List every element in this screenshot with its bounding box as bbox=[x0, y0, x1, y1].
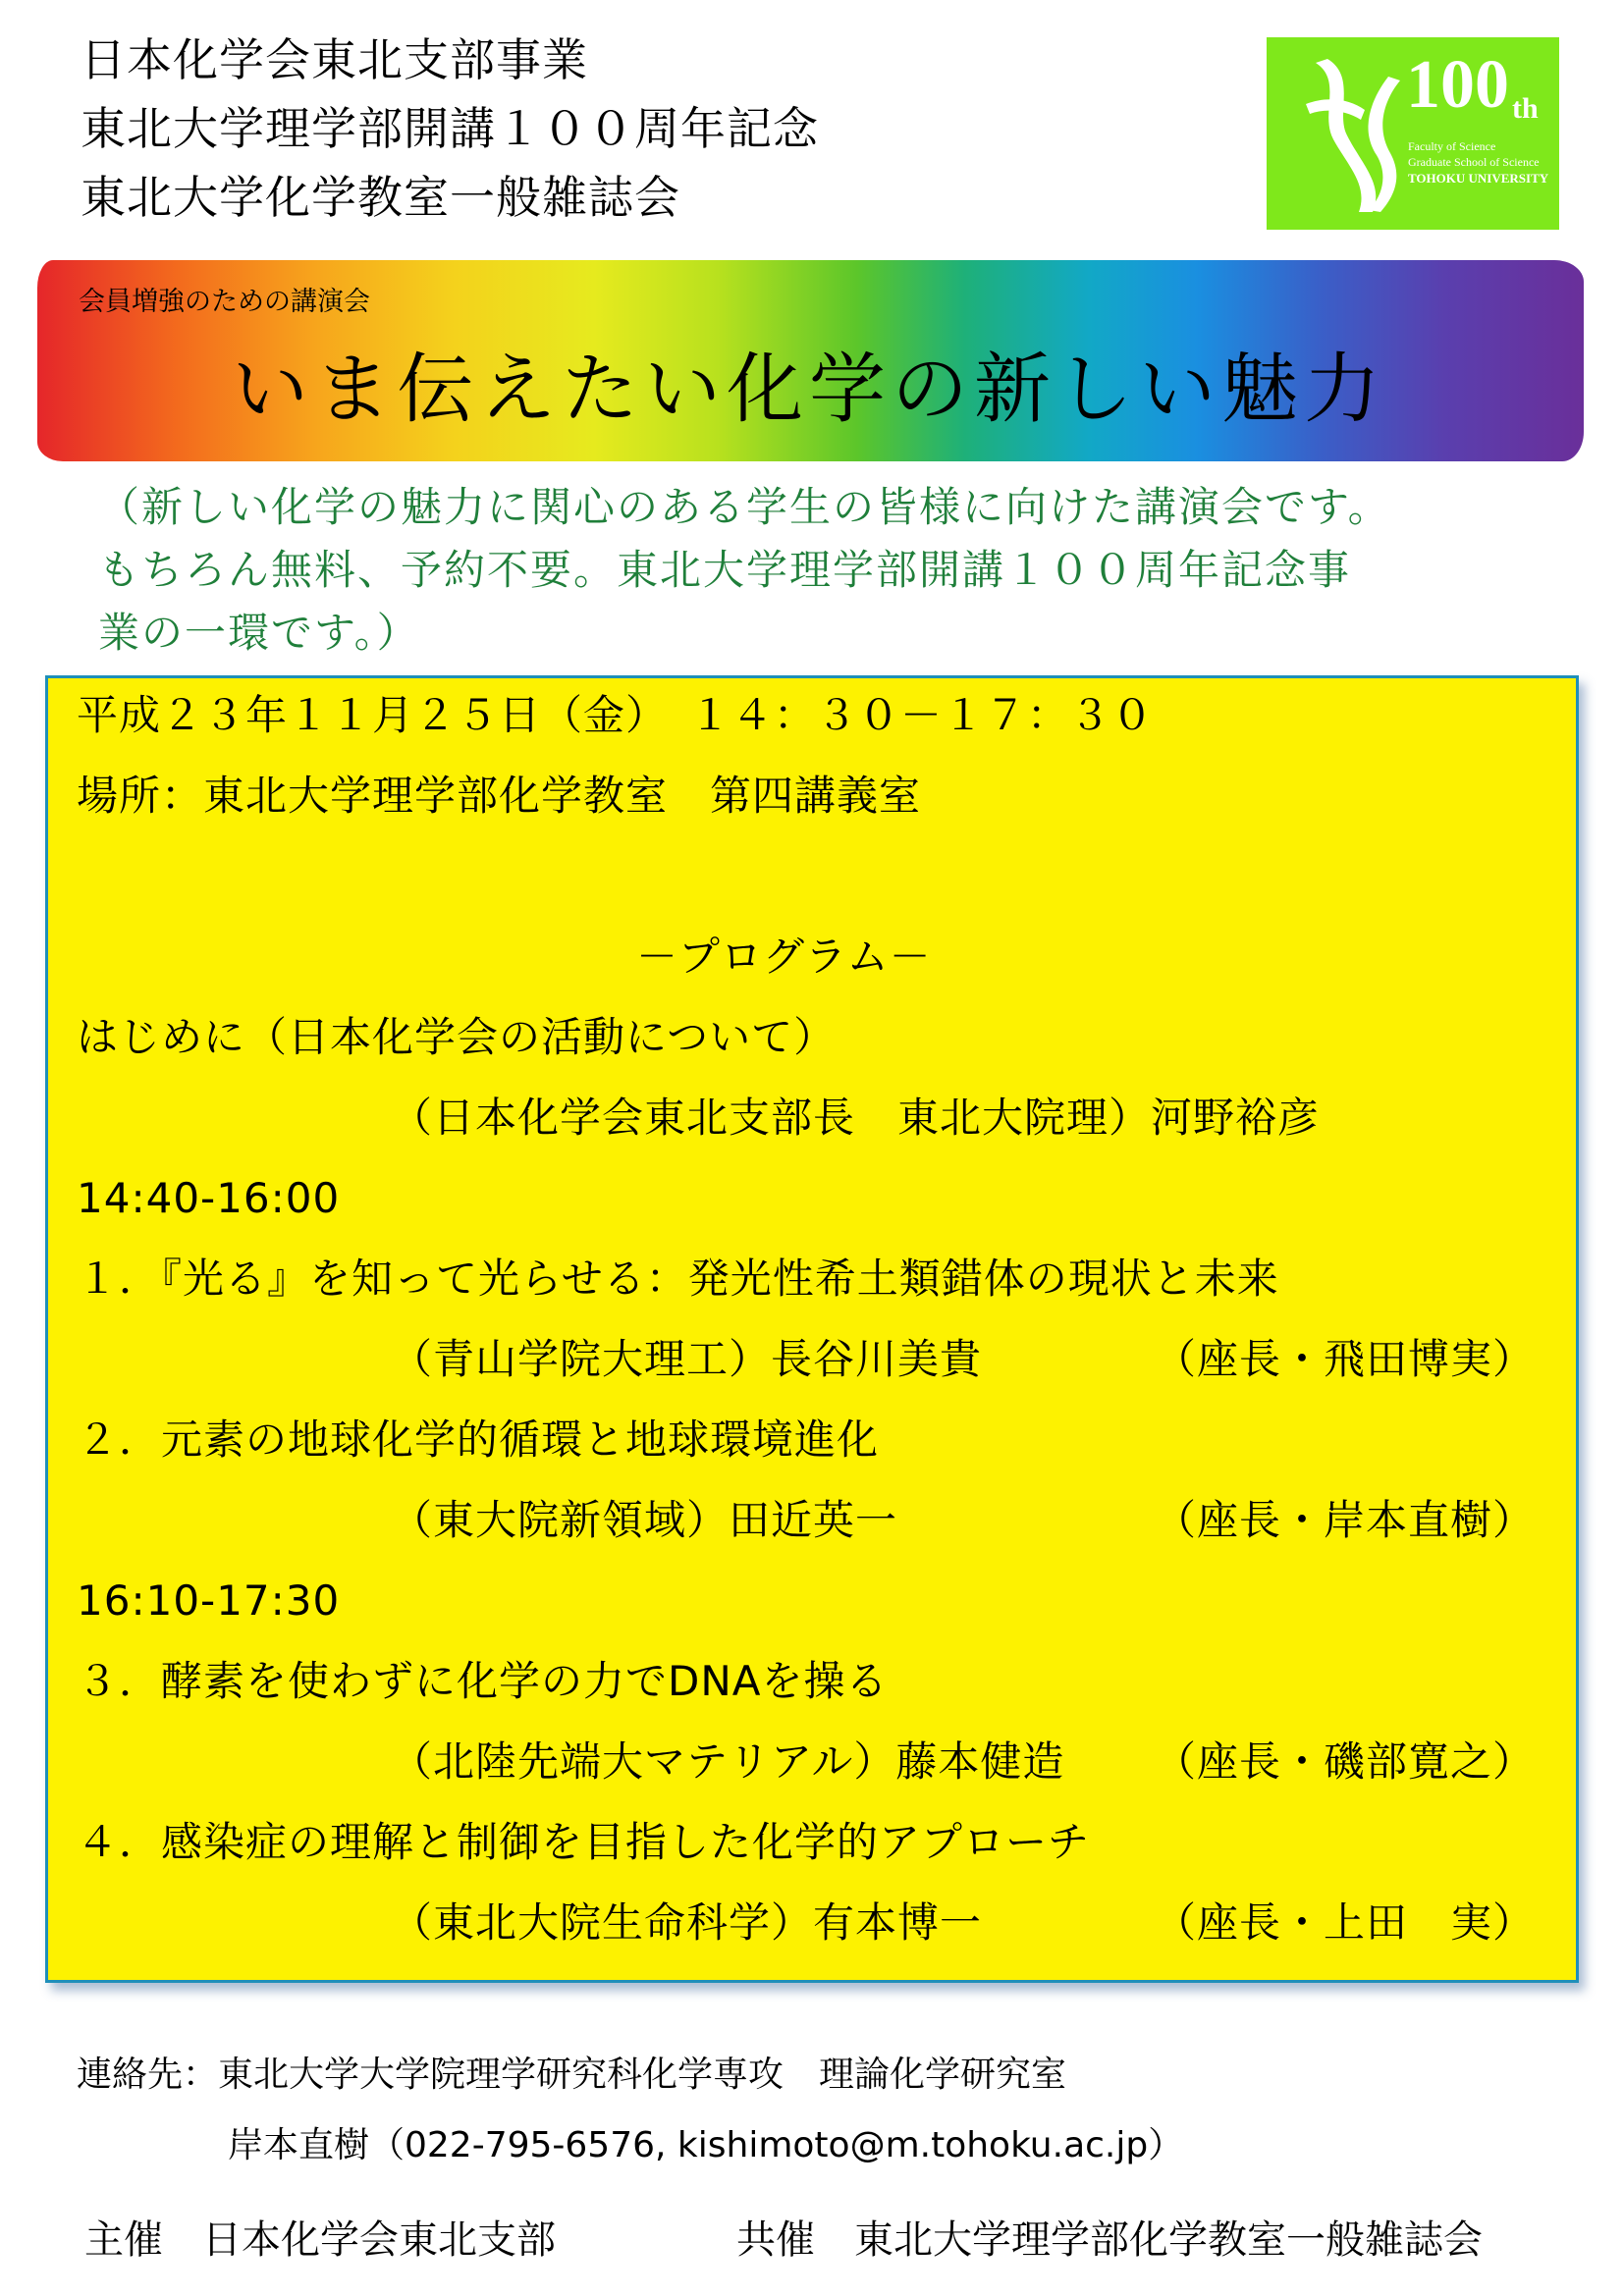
logo-text-3: TOHOKU UNIVERSITY bbox=[1408, 171, 1549, 186]
talk-4-chair: （座長・上田 実） bbox=[1155, 1898, 1536, 1947]
logo-text-1: Faculty of Science bbox=[1408, 139, 1496, 153]
organizer: 主催 日本化学会東北支部 bbox=[84, 2217, 556, 2263]
logo-suffix: th bbox=[1512, 92, 1539, 125]
intro-line-3: 業の一環です。） bbox=[98, 609, 420, 657]
logo-text-2: Graduate School of Science bbox=[1408, 155, 1540, 169]
talk-1-speaker: （青山学院大理工）長谷川美貴 bbox=[391, 1335, 983, 1383]
event-date: 平成２３年１１月２５日（金） １４：３０－１７：３０ bbox=[77, 691, 1155, 739]
opening-title: はじめに（日本化学会の活動について） bbox=[77, 1013, 837, 1061]
contact-line-1: 連絡先：東北大学大学院理学研究科化学専攻 理論化学研究室 bbox=[77, 2055, 1067, 2095]
talk-1-title: １．『光る』を知って光らせる：発光性希土類錯体の現状と未来 bbox=[77, 1255, 1279, 1303]
logo-number: 100 bbox=[1406, 47, 1509, 123]
banner-subtitle: 会員増強のための講演会 bbox=[79, 287, 370, 317]
talk-2-chair: （座長・岸本直樹） bbox=[1155, 1496, 1536, 1544]
session-1-time: 14:40-16:00 bbox=[77, 1174, 341, 1222]
talk-3-title: ３．酵素を使わずに化学の力でDNAを操る bbox=[77, 1657, 889, 1705]
contact-line-2: 岸本直樹（022-795-6576, kishimoto@m.tohoku.ac.jp） bbox=[228, 2125, 1184, 2165]
talk-3-speaker: （北陸先端大マテリアル）藤本健造 bbox=[391, 1737, 1065, 1786]
event-place: 場所：東北大学理学部化学教室 第四講義室 bbox=[77, 772, 922, 820]
talk-1-chair: （座長・飛田博実） bbox=[1155, 1335, 1536, 1383]
intro-line-1: （新しい化学の魅力に関心のある学生の皆様に向けた講演会です。 bbox=[98, 483, 1391, 531]
program-box bbox=[45, 675, 1579, 1983]
opening-speaker: （日本化学会東北支部長 東北大院理）河野裕彦 bbox=[391, 1094, 1321, 1142]
talk-2-title: ２．元素の地球化学的循環と地球環境進化 bbox=[77, 1415, 880, 1464]
talk-4-speaker: （東北大院生命科学）有本博一 bbox=[391, 1898, 983, 1947]
talk-3-chair: （座長・磯部寛之） bbox=[1155, 1737, 1536, 1786]
banner-title: いま伝えたい化学の新しい魅力 bbox=[232, 346, 1387, 434]
program-heading: －プログラム－ bbox=[636, 933, 932, 981]
cosponsor: 共催 東北大学理学部化学教室一般雑誌会 bbox=[736, 2217, 1483, 2263]
header-line-1: 日本化学会東北支部事業 bbox=[81, 33, 588, 86]
session-2-time: 16:10-17:30 bbox=[77, 1576, 341, 1625]
header-line-2: 東北大学理学部開講１００周年記念 bbox=[81, 102, 819, 155]
talk-2-speaker: （東大院新領域）田近英一 bbox=[391, 1496, 898, 1544]
header-line-3: 東北大学化学教室一般雑誌会 bbox=[81, 171, 680, 224]
talk-4-title: ４．感染症の理解と制御を目指した化学的アプローチ bbox=[77, 1818, 1091, 1866]
intro-line-2: もちろん無料、予約不要。東北大学理学部開講１００周年記念事 bbox=[98, 546, 1352, 594]
faculty-100th-logo bbox=[1267, 37, 1559, 230]
